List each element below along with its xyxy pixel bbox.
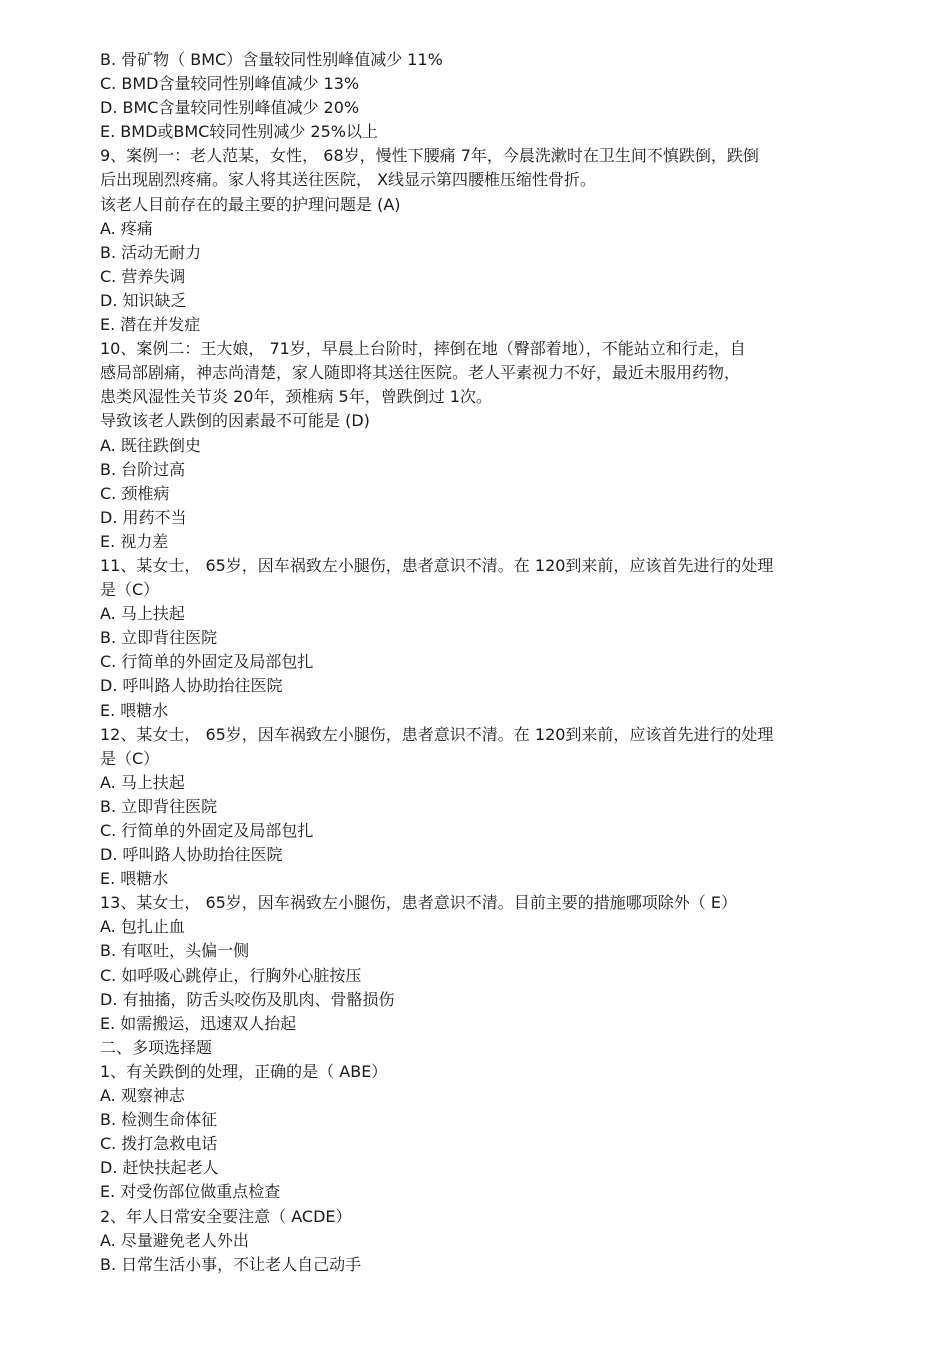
option-line: B. 立即背往医院	[100, 628, 218, 648]
question-11-text: 11、某女士， 65岁，因车祸致左小腿伤，患者意识不清。在 120到来前，应该首先进行的处理	[100, 555, 774, 575]
question-prompt: 导致该老人跌倒的因素最不可能是 (D)	[100, 411, 370, 431]
option-line: B. 台阶过高	[100, 459, 186, 479]
option-line: A. 马上扶起	[100, 604, 185, 624]
option-line: D. 呼叫路人协助抬往医院	[100, 845, 283, 865]
option-line: C. 拨打急救电话	[100, 1134, 218, 1154]
option-line: A. 观察神志	[100, 1086, 185, 1106]
option-line: E. 视力差	[100, 531, 169, 551]
option-line: C. 营养失调	[100, 266, 186, 286]
text-line: B. 骨矿物（ BMC）含量较同性别峰值减少 11%	[100, 50, 443, 69]
option-line: E. 潜在并发症	[100, 315, 201, 335]
document-page	[100, 48, 860, 1277]
question-9-text: 9、案例一：老人范某，女性， 68岁，慢性下腰痛 7年，今晨洗漱时在卫生间不慎跌倒，跌倒	[100, 146, 759, 166]
option-line: B. 活动无耐力	[100, 242, 202, 262]
option-line: A. 疼痛	[100, 218, 153, 238]
question-12-text: 12、某女士， 65岁，因车祸致左小腿伤，患者意识不清。在 120到来前，应该首先进行的处理	[100, 724, 774, 744]
option-line: D. 呼叫路人协助抬往医院	[100, 676, 283, 696]
option-line: B. 立即背往医院	[100, 796, 218, 816]
text-line: 是（C）	[100, 748, 160, 768]
option-line: B. 检测生命体征	[100, 1110, 218, 1130]
option-line: D. 有抽搐，防舌头咬伤及肌肉、骨骼损伤	[100, 989, 395, 1009]
option-line: A. 既往跌倒史	[100, 435, 201, 455]
option-line: B. 有呕吐，头偏一侧	[100, 941, 250, 961]
option-line: E. 喂糖水	[100, 700, 169, 720]
option-line: D. 用药不当	[100, 507, 187, 527]
option-line: E. 喂糖水	[100, 869, 169, 889]
option-line: B. 日常生活小事，不让老人自己动手	[100, 1254, 362, 1274]
question-prompt: 该老人目前存在的最主要的护理问题是 (A)	[100, 194, 401, 214]
option-line: E. 对受伤部位做重点检查	[100, 1182, 281, 1202]
text-line: 感局部剧痛，神志尚清楚，家人随即将其送往医院。老人平素视力不好，最近未服用药物，	[100, 363, 741, 383]
question-mc2-text: 2、年人日常安全要注意（ ACDE）	[100, 1206, 352, 1226]
option-line: E. 如需搬运，迅速双人抬起	[100, 1013, 297, 1033]
section-heading: 二、多项选择题	[100, 1037, 213, 1057]
option-line: C. 颈椎病	[100, 483, 170, 503]
text-line: C. BMD含量较同性别峰值减少 13%	[100, 74, 360, 94]
text-line: D. BMC含量较同性别峰值减少 20%	[100, 98, 360, 118]
question-mc1-text: 1、有关跌倒的处理，正确的是（ ABE）	[100, 1061, 388, 1081]
question-10-text: 10、案例二：王大娘， 71岁，早晨上台阶时，摔倒在地（臀部着地），不能站立和行走，自	[100, 339, 746, 359]
text-line: E. BMD或BMC较同性别减少 25%以上	[100, 122, 378, 142]
option-line: C. 行简单的外固定及局部包扎	[100, 652, 314, 672]
option-line: D. 赶快扶起老人	[100, 1158, 219, 1178]
text-line: 患类风湿性关节炎 20年，颈椎病 5年，曾跌倒过 1次。	[100, 387, 492, 407]
option-line: A. 马上扶起	[100, 772, 185, 792]
text-line: 后出现剧烈疼痛。家人将其送往医院， X线显示第四腰椎压缩性骨折。	[100, 170, 597, 190]
option-line: A. 尽量避免老人外出	[100, 1230, 249, 1250]
text-line: 是（C）	[100, 580, 160, 600]
option-line: C. 行简单的外固定及局部包扎	[100, 821, 314, 840]
option-line: D. 知识缺乏	[100, 290, 187, 310]
question-13-text: 13、某女士， 65岁，因车祸致左小腿伤，患者意识不清。目前主要的措施哪项除外（ E）	[100, 893, 738, 913]
option-line: C. 如呼吸心跳停止，行胸外心脏按压	[100, 965, 362, 985]
option-line: A. 包扎止血	[100, 917, 185, 937]
